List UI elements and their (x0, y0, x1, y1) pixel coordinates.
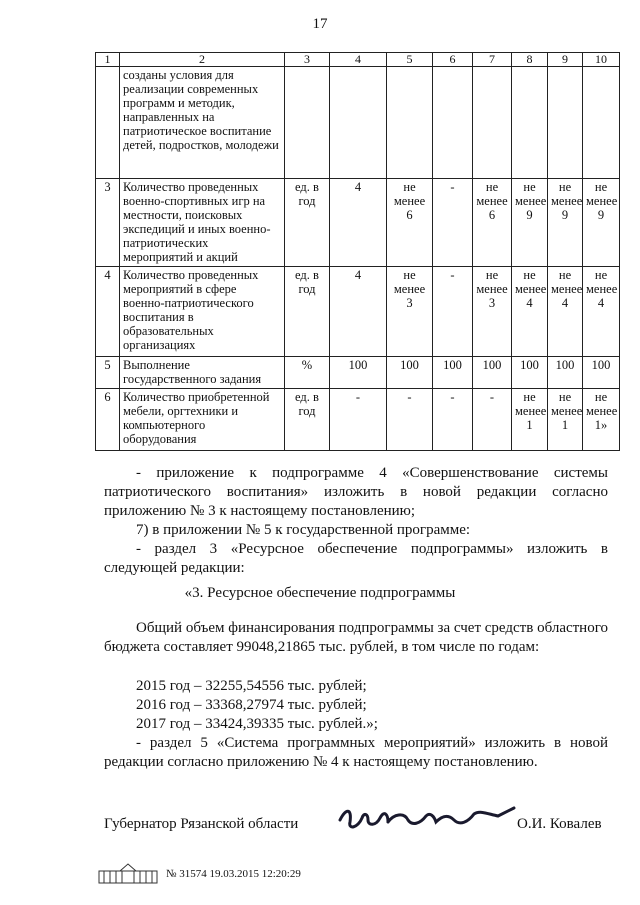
table-header-cell: 9 (548, 53, 583, 67)
document-footer (98, 863, 301, 885)
value-cell: не менее 1 (548, 389, 583, 451)
value-cell (583, 67, 620, 179)
paragraph-section-5: - раздел 5 «Система программных мероприятий» изложить в новой редакции согласно приложению № 4 к настоящему постановлению. (104, 735, 608, 770)
value-cell: 100 (548, 357, 583, 389)
value-cell: не менее 9 (583, 179, 620, 267)
table-header-cell: 10 (583, 53, 620, 67)
year-2016-line: 2016 год – 33368,27974 тыс. рублей; (136, 697, 367, 713)
value-cell: - (433, 267, 473, 357)
value-cell (330, 67, 387, 179)
value-cell: не менее 9 (512, 179, 548, 267)
value-cell: - (330, 389, 387, 451)
value-cell: 100 (433, 357, 473, 389)
handwritten-signature (338, 800, 518, 840)
value-cell: не менее 9 (548, 179, 583, 267)
table-header-cell: 8 (512, 53, 548, 67)
unit-cell (285, 67, 330, 179)
table-row (96, 389, 620, 451)
row-number: 4 (96, 267, 120, 357)
table-header-cell: 1 (96, 53, 120, 67)
document-reference: № 31574 19.03.2015 12:20:29 (166, 868, 301, 880)
value-cell (548, 67, 583, 179)
paragraph-section-3: - раздел 3 «Ресурсное обеспечение подпрограммы» изложить в следующей редакции: (104, 541, 608, 576)
year-2015-line: 2015 год – 32255,54556 тыс. рублей; (136, 678, 367, 694)
year-2017-line: 2017 год – 33424,39335 тыс. рублей.»; (136, 716, 378, 732)
value-cell: - (387, 389, 433, 451)
paragraph-item-7: 7) в приложении № 5 к государственной программе: (136, 522, 471, 538)
indicator-name: Количество проведенных мероприятий в сфере военно-патриотического воспитания в образовательных организациях (120, 267, 285, 357)
value-cell (473, 67, 512, 179)
table-row (96, 67, 620, 179)
unit-cell: ед. в год (285, 179, 330, 267)
unit-cell: ед. в год (285, 267, 330, 357)
value-cell: не менее 4 (548, 267, 583, 357)
value-cell: 100 (473, 357, 512, 389)
row-number: 5 (96, 357, 120, 389)
table-header-cell: 7 (473, 53, 512, 67)
row-number: 6 (96, 389, 120, 451)
value-cell: не менее 6 (473, 179, 512, 267)
indicator-name: созданы условия для реализации современных программ и методик, направленных на патриотическое воспитание детей, подростков, молодежи (120, 67, 285, 179)
section-title: «3. Ресурсное обеспечение подпрограммы (184, 585, 456, 601)
signatory-position: Губернатор Рязанской области (104, 816, 299, 832)
value-cell: не менее 4 (512, 267, 548, 357)
indicators-table (95, 52, 620, 451)
value-cell: 100 (512, 357, 548, 389)
registry-stamp-icon (98, 863, 158, 885)
unit-cell: ед. в год (285, 389, 330, 451)
value-cell: не менее 1 (512, 389, 548, 451)
table-header-row (96, 53, 620, 67)
table-header-cell: 4 (330, 53, 387, 67)
table-header-cell: 5 (387, 53, 433, 67)
row-number: 3 (96, 179, 120, 267)
value-cell: не менее 1» (583, 389, 620, 451)
value-cell: - (433, 179, 473, 267)
value-cell: не менее 4 (583, 267, 620, 357)
indicator-name: Выполнение государственного задания (120, 357, 285, 389)
paragraph-financing: Общий объем финансирования подпрограммы за счет средств областного бюджета составляет 99048,21865 тыс. рублей, в том числе по годам: (104, 620, 608, 655)
signatory-name: О.И. Ковалев (517, 816, 602, 832)
value-cell: 4 (330, 267, 387, 357)
value-cell: 4 (330, 179, 387, 267)
indicator-name: Количество проведенных военно-спортивных игр на местности, поисковых экспедиций и иных военно-патриотических мероприятий и акций (120, 179, 285, 267)
table-row (96, 179, 620, 267)
paragraph-appendix-4: - приложение к подпрограмме 4 «Совершенствование системы патриотического воспитания» изложить в новой редакции согласно приложению № 3 к настоящему постановлению; (104, 465, 608, 519)
value-cell: - (433, 389, 473, 451)
value-cell: - (473, 389, 512, 451)
value-cell: не менее 3 (387, 267, 433, 357)
table-header-cell: 2 (120, 53, 285, 67)
value-cell (512, 67, 548, 179)
value-cell: 100 (583, 357, 620, 389)
table-row (96, 357, 620, 389)
value-cell: не менее 3 (473, 267, 512, 357)
value-cell (387, 67, 433, 179)
value-cell: 100 (330, 357, 387, 389)
indicator-name: Количество приобретенной мебели, оргтехники и компьютерного оборудования (120, 389, 285, 451)
table-header-cell: 3 (285, 53, 330, 67)
table-header-cell: 6 (433, 53, 473, 67)
table-row (96, 267, 620, 357)
value-cell: не менее 6 (387, 179, 433, 267)
row-number (96, 67, 120, 179)
page-number: 17 (312, 16, 328, 32)
unit-cell: % (285, 357, 330, 389)
value-cell (433, 67, 473, 179)
value-cell: 100 (387, 357, 433, 389)
